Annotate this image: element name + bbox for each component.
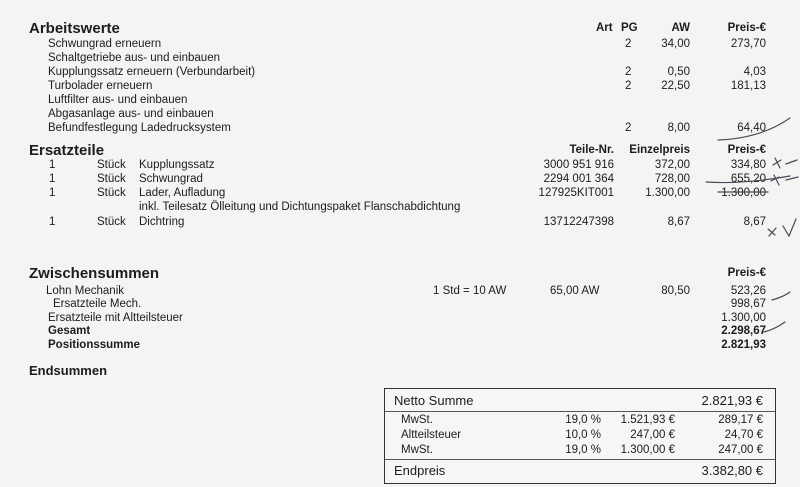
section-title-zwischensummen: Zwischensummen <box>29 265 160 282</box>
netto-value: 2.821,93 € <box>701 393 763 408</box>
endpreis-value: 3.382,80 € <box>701 463 763 478</box>
checkmark-icon <box>772 292 790 300</box>
divider <box>385 411 775 412</box>
header-aw: AW <box>671 22 690 34</box>
header-preis: Preis-€ <box>727 22 766 34</box>
divider <box>385 459 775 460</box>
section-title-arbeitswerte: Arbeitswerte <box>29 20 120 37</box>
section-title-ersatzteile: Ersatzteile <box>29 142 105 159</box>
checkmark-icon <box>768 219 796 236</box>
netto-label: Netto Summe <box>394 393 474 408</box>
section-title-endsummen: Endsummen <box>29 363 108 378</box>
header-einzelpreis: Einzelpreis <box>629 144 690 156</box>
endpreis-label: Endpreis <box>394 463 446 478</box>
header-pg: PG <box>621 22 638 34</box>
header-art: Art <box>596 22 613 34</box>
header-preis-ersatz: Preis-€ <box>727 144 766 156</box>
totals-box: Netto Summe 2.821,93 € MwSt. 19,0 % 1.521,93 € 289,17 € Altteilsteuer 10,0 % 247,00 € 24,70 € MwSt. 19,0 % 1.300,00 € 247,00 € Endpreis 3.382,80 € <box>384 388 776 484</box>
header-teilenr: Teile-Nr. <box>569 144 614 156</box>
checkmark-icon <box>764 322 785 332</box>
header-preis-zwischen: Preis-€ <box>727 267 766 279</box>
checkmark-icon <box>773 158 797 168</box>
checkmark-icon <box>771 175 798 185</box>
